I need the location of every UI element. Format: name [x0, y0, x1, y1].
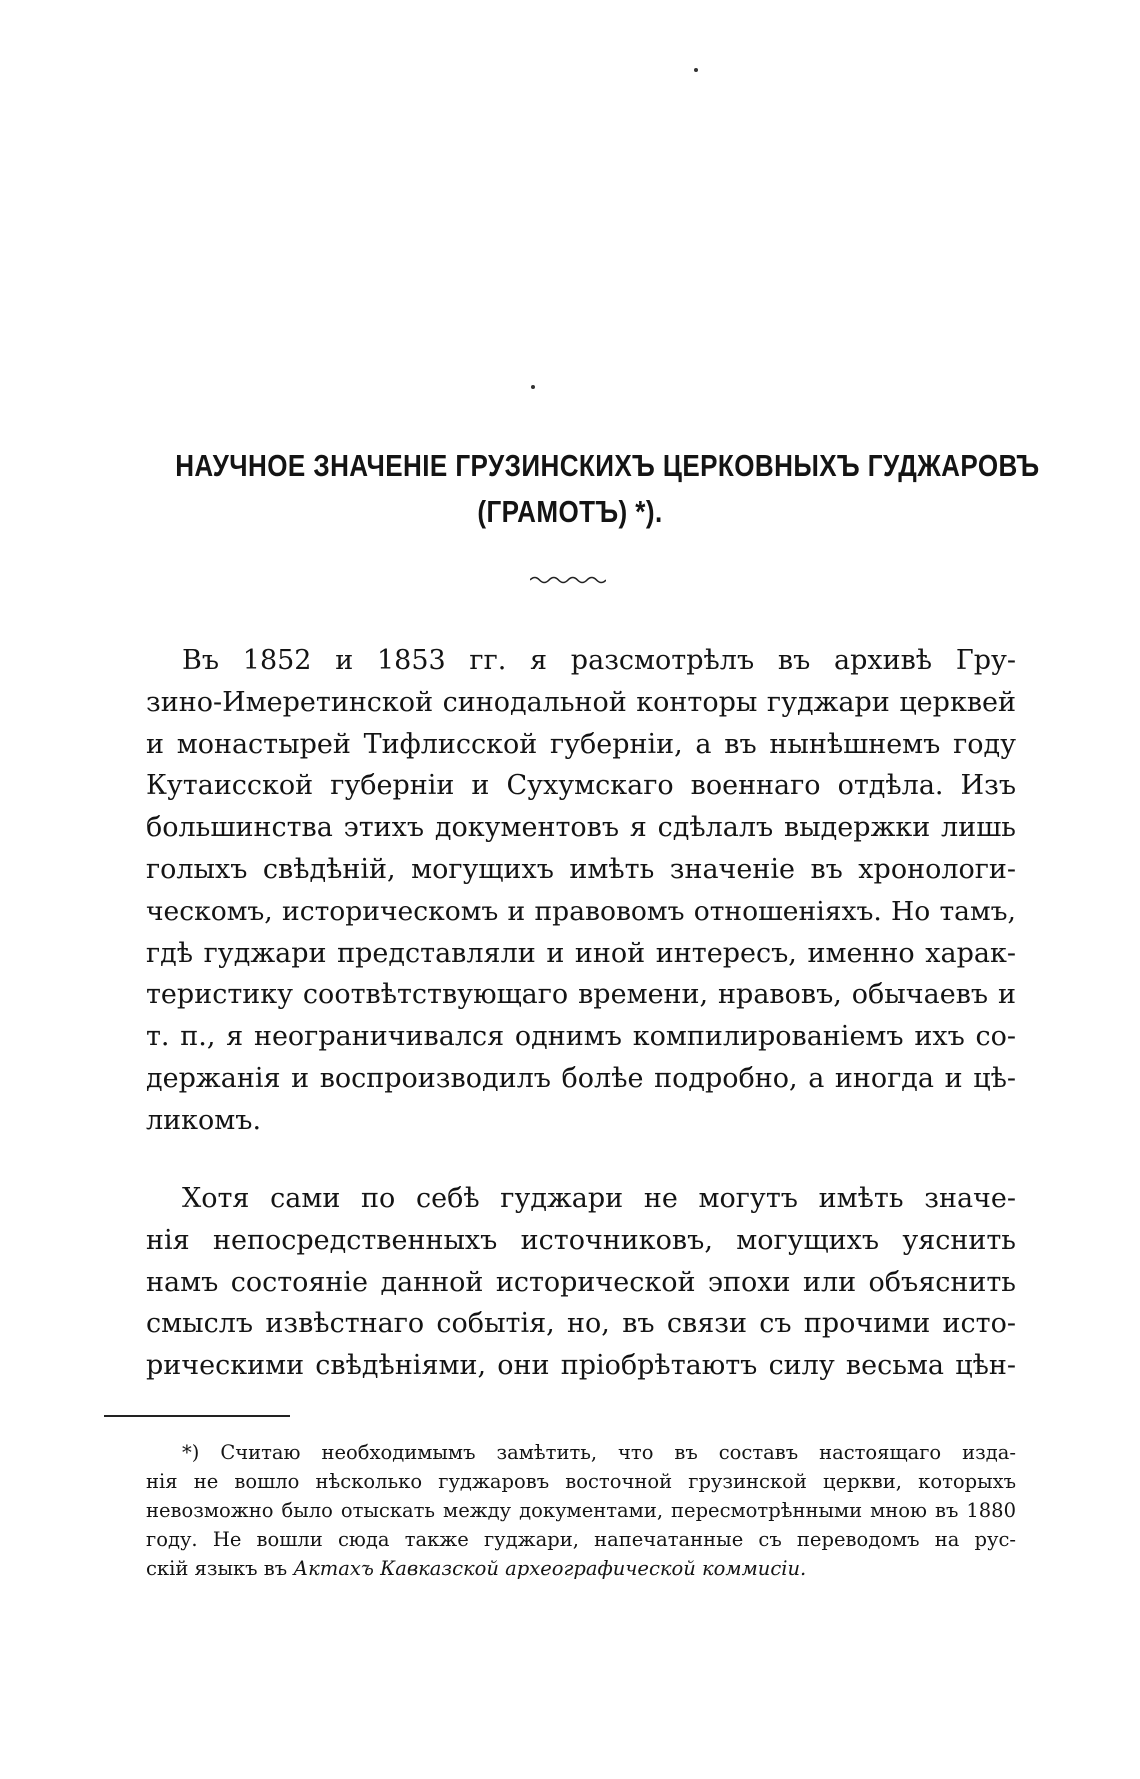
- paragraph-line: зино-Имеретинской синодальной конторы гуджари церквей: [146, 686, 1016, 718]
- footnote-line-last: [146, 1554, 1016, 1583]
- paragraph-line: т. п., я неограничивался однимъ компилированіемъ ихъ со-: [146, 1021, 1016, 1053]
- paragraph-line: смыслъ извѣстнаго событія, но, въ связи съ прочими исто-: [146, 1308, 1016, 1340]
- article-title-line-1: НАУЧНОЕ ЗНАЧЕНІЕ ГРУЗИНСКИХЪ ЦЕРКОВНЫХЪ ГУДЖАРОВЪ: [175, 448, 1040, 483]
- paragraph-line: намъ состояніе данной исторической эпохи или объяснить: [146, 1266, 1016, 1298]
- paragraph-line: Хотя сами по себѣ гуджари не могутъ имѣть значе-: [182, 1183, 1016, 1214]
- paragraph-line: ликомъ.: [146, 1104, 262, 1136]
- print-speck: [694, 68, 698, 72]
- article-title-line-2: (ГРАМОТЪ) *).: [477, 494, 663, 529]
- paragraph-line: и монастырей Тифлисской губерніи, а въ нынѣшнемъ году: [146, 728, 1016, 760]
- paragraph-2: [146, 1178, 1016, 1387]
- paragraph-line: нія непосредственныхъ источниковъ, могущихъ уяснить: [146, 1224, 1016, 1256]
- footnote-line: году. Не вошли сюда также гуджари, напечатанные съ переводомъ на рус-: [146, 1528, 1016, 1551]
- wavy-divider-icon: [530, 575, 606, 585]
- paragraph-line: рическими свѣдѣніями, они пріобрѣтаютъ силу весьма цѣн-: [146, 1350, 1016, 1382]
- footnote-line: *) Считаю необходимымъ замѣтить, что въ составъ настоящаго изда-: [182, 1441, 1016, 1464]
- paragraph-line: Въ 1852 и 1853 гг. я разсмотрѣлъ въ архивѣ Гру-: [182, 645, 1016, 676]
- paragraph-line: большинства этихъ документовъ я сдѣлалъ выдержки лишь: [146, 812, 1016, 844]
- footnote-text: скій языкъ въ: [146, 1557, 294, 1580]
- paragraph-line: голыхъ свѣдѣній, могущихъ имѣть значеніе въ хронологи-: [146, 853, 1016, 885]
- footnote-line: нія не вошло нѣсколько гуджаровъ восточной грузинской церкви, которыхъ: [146, 1470, 1016, 1493]
- footnote-line: невозможно было отыскать между документами, пересмотрѣнными мною въ 1880: [146, 1499, 1016, 1522]
- paragraph-line: держанія и воспроизводилъ болѣе подробно, а иногда и цѣ-: [146, 1062, 1016, 1094]
- paragraph-line: ческомъ, историческомъ и правовомъ отношеніяхъ. Но тамъ,: [146, 895, 1016, 927]
- paragraph-1: [146, 640, 1016, 1142]
- paragraph-line: теристику соотвѣтствующаго времени, нравовъ, обычаевъ и: [146, 979, 1016, 1011]
- print-speck: [531, 385, 535, 389]
- paragraph-line: гдѣ гуджари представляли и иной интересъ, именно харак-: [146, 937, 1016, 969]
- footnote: [146, 1438, 1016, 1583]
- paragraph-line: Кутаисской губерніи и Сухумскаго военнаго отдѣла. Изъ: [146, 770, 1016, 802]
- footnote-citation: Актахъ Кавказской археографической коммисіи.: [293, 1557, 807, 1580]
- footnote-rule: [104, 1415, 290, 1417]
